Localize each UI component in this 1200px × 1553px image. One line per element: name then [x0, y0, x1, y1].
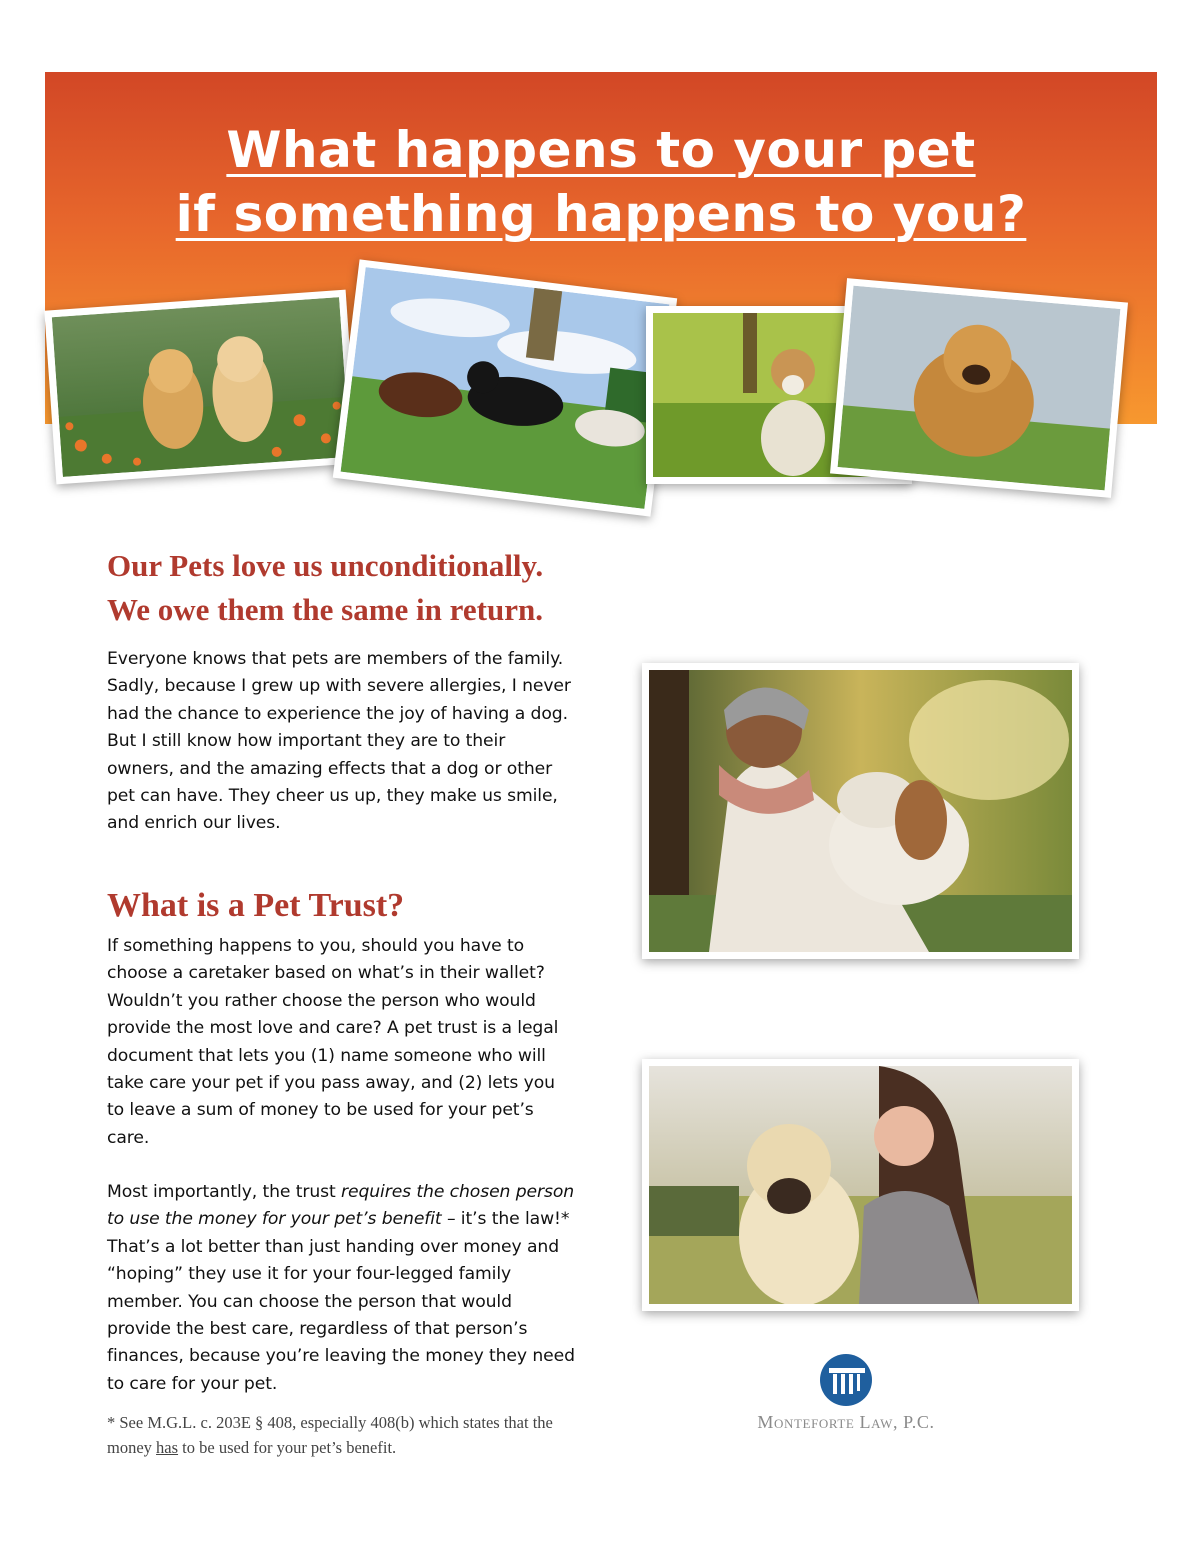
photo-woman-beagle [642, 663, 1079, 959]
photo-dog-walker [333, 259, 677, 516]
photo-running-golden [830, 278, 1128, 498]
photo-woman-labrador [642, 1059, 1079, 1311]
firm-name: Monteforte Law, P.C. [757, 1412, 935, 1432]
page-title-line2: if something happens to you? [175, 185, 1027, 243]
section-heading-pets-love [107, 544, 543, 632]
photo-golden-puppies [44, 290, 357, 485]
footnote-underlined-word: has [156, 1438, 179, 1457]
footnote-text-before: * See M.G.L. c. 203E § 408, especially 408(b) which states that the money [107, 1413, 553, 1457]
page-title [45, 118, 1157, 246]
importance-text-start: Most importantly, the trust [107, 1182, 342, 1202]
section-heading-line1: Our Pets love us unconditionally. [107, 548, 544, 583]
importance-paragraph [107, 1179, 577, 1398]
importance-text-emphasis: requires the chosen person to use the money for your pet’s benefit [107, 1182, 575, 1230]
pet-trust-paragraph: If something happens to you, should you have to choose a caretaker based on what’s in their wallet? Wouldn’t you rather choose the person who would provide the most love and care? A pet trust is a legal document that lets you (1) name someone who will take care your pet if you pass away, and (2) lets you to leave a sum of money to be used for your pet’s care. [107, 936, 559, 1148]
intro-paragraph: Everyone knows that pets are members of the family. Sadly, because I grew up with severe allergies, I never had the chance to experience the joy of having a dog. But I still know how important they are to their owners, and the amazing effects that a dog or other pet can have. They cheer us up, they make us smile, and enrich our lives. [107, 649, 571, 834]
footnote [107, 1410, 587, 1460]
section-heading-pet-trust: What is a Pet Trust? [107, 887, 405, 924]
section-heading-line2: We owe them the same in return. [107, 592, 543, 627]
importance-text-end: – it’s the law!* That’s a lot better than just handing over money and “hoping” they use it for your four-legged family member. You can choose the person that would provide the best care, regardless of that person’s finances, because you’re leaving the money they need to care for your pet. [107, 1209, 575, 1394]
footnote-text-after: to be used for your pet’s benefit. [178, 1438, 397, 1457]
page-title-line1: What happens to your pet [226, 121, 976, 179]
column-pillar-icon [819, 1353, 873, 1407]
